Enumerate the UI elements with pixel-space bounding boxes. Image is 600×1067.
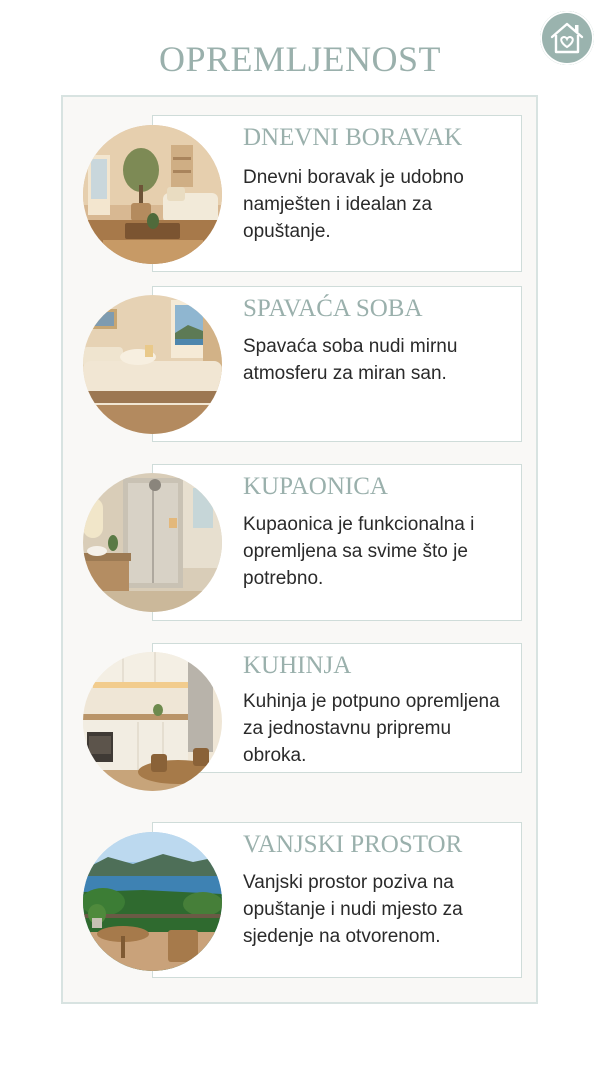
- section-description: Kuhinja je potpuno opremljena za jednostavnu pripremu obroka.: [243, 691, 500, 766]
- kitchen-photo: [83, 652, 222, 791]
- section-description: Kupaonica je funkcionalna i opremljena sa svime što je potrebno.: [243, 514, 475, 589]
- living-room-photo: [83, 125, 222, 264]
- section-title: VANJSKI PROSTOR: [243, 831, 463, 858]
- section-description: Spavaća soba nudi mirnu atmosferu za miran san.: [243, 336, 458, 384]
- section-title: KUPAONICA: [243, 473, 388, 500]
- outdoor-terrace-photo: [83, 832, 222, 971]
- section-description: Vanjski prostor poziva na opuštanje i nudi mjesto za sjedenje na otvorenom.: [243, 872, 463, 947]
- bedroom-photo: [83, 295, 222, 434]
- section-description: Dnevni boravak je udobno namješten i idealan za opuštanje.: [243, 167, 464, 242]
- bathroom-photo: [83, 473, 222, 612]
- section-title: KUHINJA: [243, 652, 352, 679]
- section-title: DNEVNI BORAVAK: [243, 124, 463, 151]
- section-title: SPAVAĆA SOBA: [243, 295, 423, 322]
- page-title: OPREMLJENOST: [158, 39, 442, 79]
- home-heart-icon[interactable]: [540, 11, 594, 65]
